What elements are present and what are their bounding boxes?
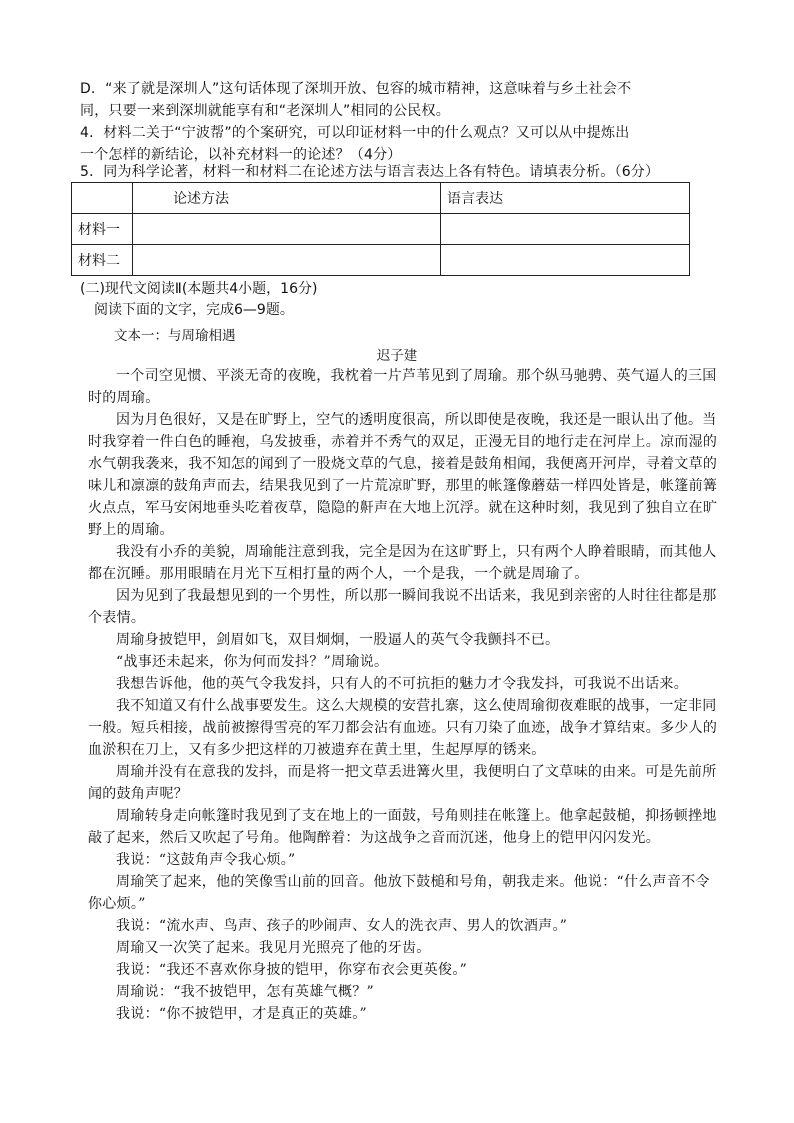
essay-paragraph: 我想告诉他，他的英气令我发抖，只有人的不可抗拒的魅力才令我发抖，可我说不出话来。 [116, 676, 688, 692]
table-header-row [72, 183, 690, 214]
essay-paragraph: “战事还未起来，你为何而发抖？”周瑜说。 [116, 654, 389, 670]
answer-cell-method[interactable] [133, 214, 441, 245]
option-d-line-1: D．“来了就是深圳人”这句话体现了深圳开放、包容的城市精神，这意味着与乡土社会不 [80, 81, 632, 97]
table-row-label: 材料二 [72, 245, 133, 276]
option-d [80, 78, 720, 122]
question-4-line-2: 一个怎样的新结论，以补充材料一的论述？（4分） [80, 147, 402, 163]
essay-paragraph: 我说：“我还不喜欢你身披的铠甲，你穿布衣会更英俊。” [116, 962, 468, 978]
essay-author: 迟子建 [376, 348, 418, 364]
essay-paragraph: 我没有小乔的美貌，周瑜能注意到我，完全是因为在这旷野上，只有两个人睁着眼睛，而其他人都在沉睡。那用眼睛在月光下互相打量的两个人，一个是我，一个就是周瑜了。 [88, 544, 717, 582]
essay-paragraph: 周瑜笑了起来，他的笑像雪山前的回音。他放下鼓槌和号角，朝我走来。他说：“什么声音不令你心烦。” [88, 874, 710, 912]
table-header-cell [72, 183, 133, 214]
question-4 [80, 122, 720, 166]
essay-paragraph: 一个司空见惯、平淡无奇的夜晚，我枕着一片芦苇见到了周瑜。那个纵马驰骋、英气逼人的三国时的周瑜。 [88, 368, 717, 406]
table-row [72, 245, 690, 276]
answer-cell-method[interactable] [133, 245, 441, 276]
essay-paragraph: 周瑜说：“我不披铠甲，怎有英雄气概？” [116, 984, 375, 1000]
section-title: (二)现代文阅读Ⅱ(本题共4小题，16分) [80, 281, 318, 297]
essay-paragraph: 因为月色很好，又是在旷野上，空气的透明度很高，所以即使是夜晚，我还是一眼认出了他。当时我穿着一件白色的睡袍，乌发披垂，赤着并不秀气的双足，正漫无目的地行走在河岸上。凉而湿的水气朝我袭来，我不知怎的闻到了一股烧文草的气息，接着是鼓角相闻，我便离开河岸，寻着文草的味儿和凛凛的鼓角声而去，结果我见到了一片荒凉旷野，那里的帐篷像蘑菇一样四处皆是，帐篷前篝火点点，军马安闲地垂头吃着夜草，隐隐的鼾声在大地上沉浮。就在这种时刻，我见到了独自立在旷野上的周瑜。 [88, 412, 718, 538]
table-header-cell: 论述方法 [133, 183, 441, 214]
essay-paragraph: 周瑜又一次笑了起来。我见月光照亮了他的牙齿。 [116, 940, 431, 956]
essay-paragraph: 周瑜转身走向帐篷时我见到了支在地上的一面鼓，号角则挂在帐篷上。他拿起鼓槌，抑扬顿挫地敲了起来，然后又吹起了号角。他陶醉着：为这战争之音而沉迷，他身上的铠甲闪闪发光。 [88, 808, 717, 846]
essay-paragraph: 我说：“这鼓角声令我心烦。” [116, 852, 296, 868]
essay-paragraph: 周瑜身披铠甲，剑眉如飞，双目炯炯，一股逼人的英气令我颤抖不已。 [116, 632, 560, 648]
essay-paragraph: 周瑜并没有在意我的发抖，而是将一把文草丢进篝火里，我便明白了文草味的由来。可是先前所闻的鼓角声呢？ [88, 764, 717, 802]
essay-paragraph: 我说：“流水声、鸟声、孩子的吵闹声、女人的洗衣声、男人的饮酒声。” [116, 918, 568, 934]
essay-paragraph: 因为见到了我最想见到的一个男性，所以那一瞬间我说不出话来，我见到亲密的人时往往都是那个表情。 [88, 588, 717, 626]
table-row [72, 214, 690, 245]
question-5-text: 5．同为科学论著，材料一和材料二在论述方法与语言表达上各有特色。请填表分析。（6分） [80, 164, 660, 180]
essay-body [88, 365, 718, 1025]
question-4-line-1: 4．材料二关于“宁波帮”的个案研究，可以印证材料一中的什么观点？又可以从中提炼出 [80, 125, 630, 141]
essay-paragraph: 我说：“你不披铠甲，才是真正的英雄。” [116, 1006, 368, 1022]
table-row-label: 材料一 [72, 214, 133, 245]
answer-cell-language[interactable] [441, 214, 690, 245]
question-5 [80, 161, 720, 183]
reading-instruction: 阅读下面的文字，完成6—9题。 [94, 302, 294, 318]
essay-paragraph: 我不知道又有什么战事要发生。这么大规模的安营扎寨，这么使周瑜彻夜难眠的战事，一定非同一般。短兵相接，战前被擦得雪亮的军刀都会沾有血迹。只有刀染了血迹，战争才算结束。多少人的血淤积在刀上，又有多少把这样的刀被遗弃在黄土里，生起厚厚的锈来。 [88, 698, 718, 758]
option-d-line-2: 同，只要一来到深圳就能享有和“老深圳人”相同的公民权。 [80, 103, 450, 119]
answer-table [71, 182, 690, 276]
table-header-cell: 语言表达 [441, 183, 690, 214]
answer-cell-language[interactable] [441, 245, 690, 276]
text-one-title: 文本一：与周瑜相遇 [114, 328, 236, 344]
